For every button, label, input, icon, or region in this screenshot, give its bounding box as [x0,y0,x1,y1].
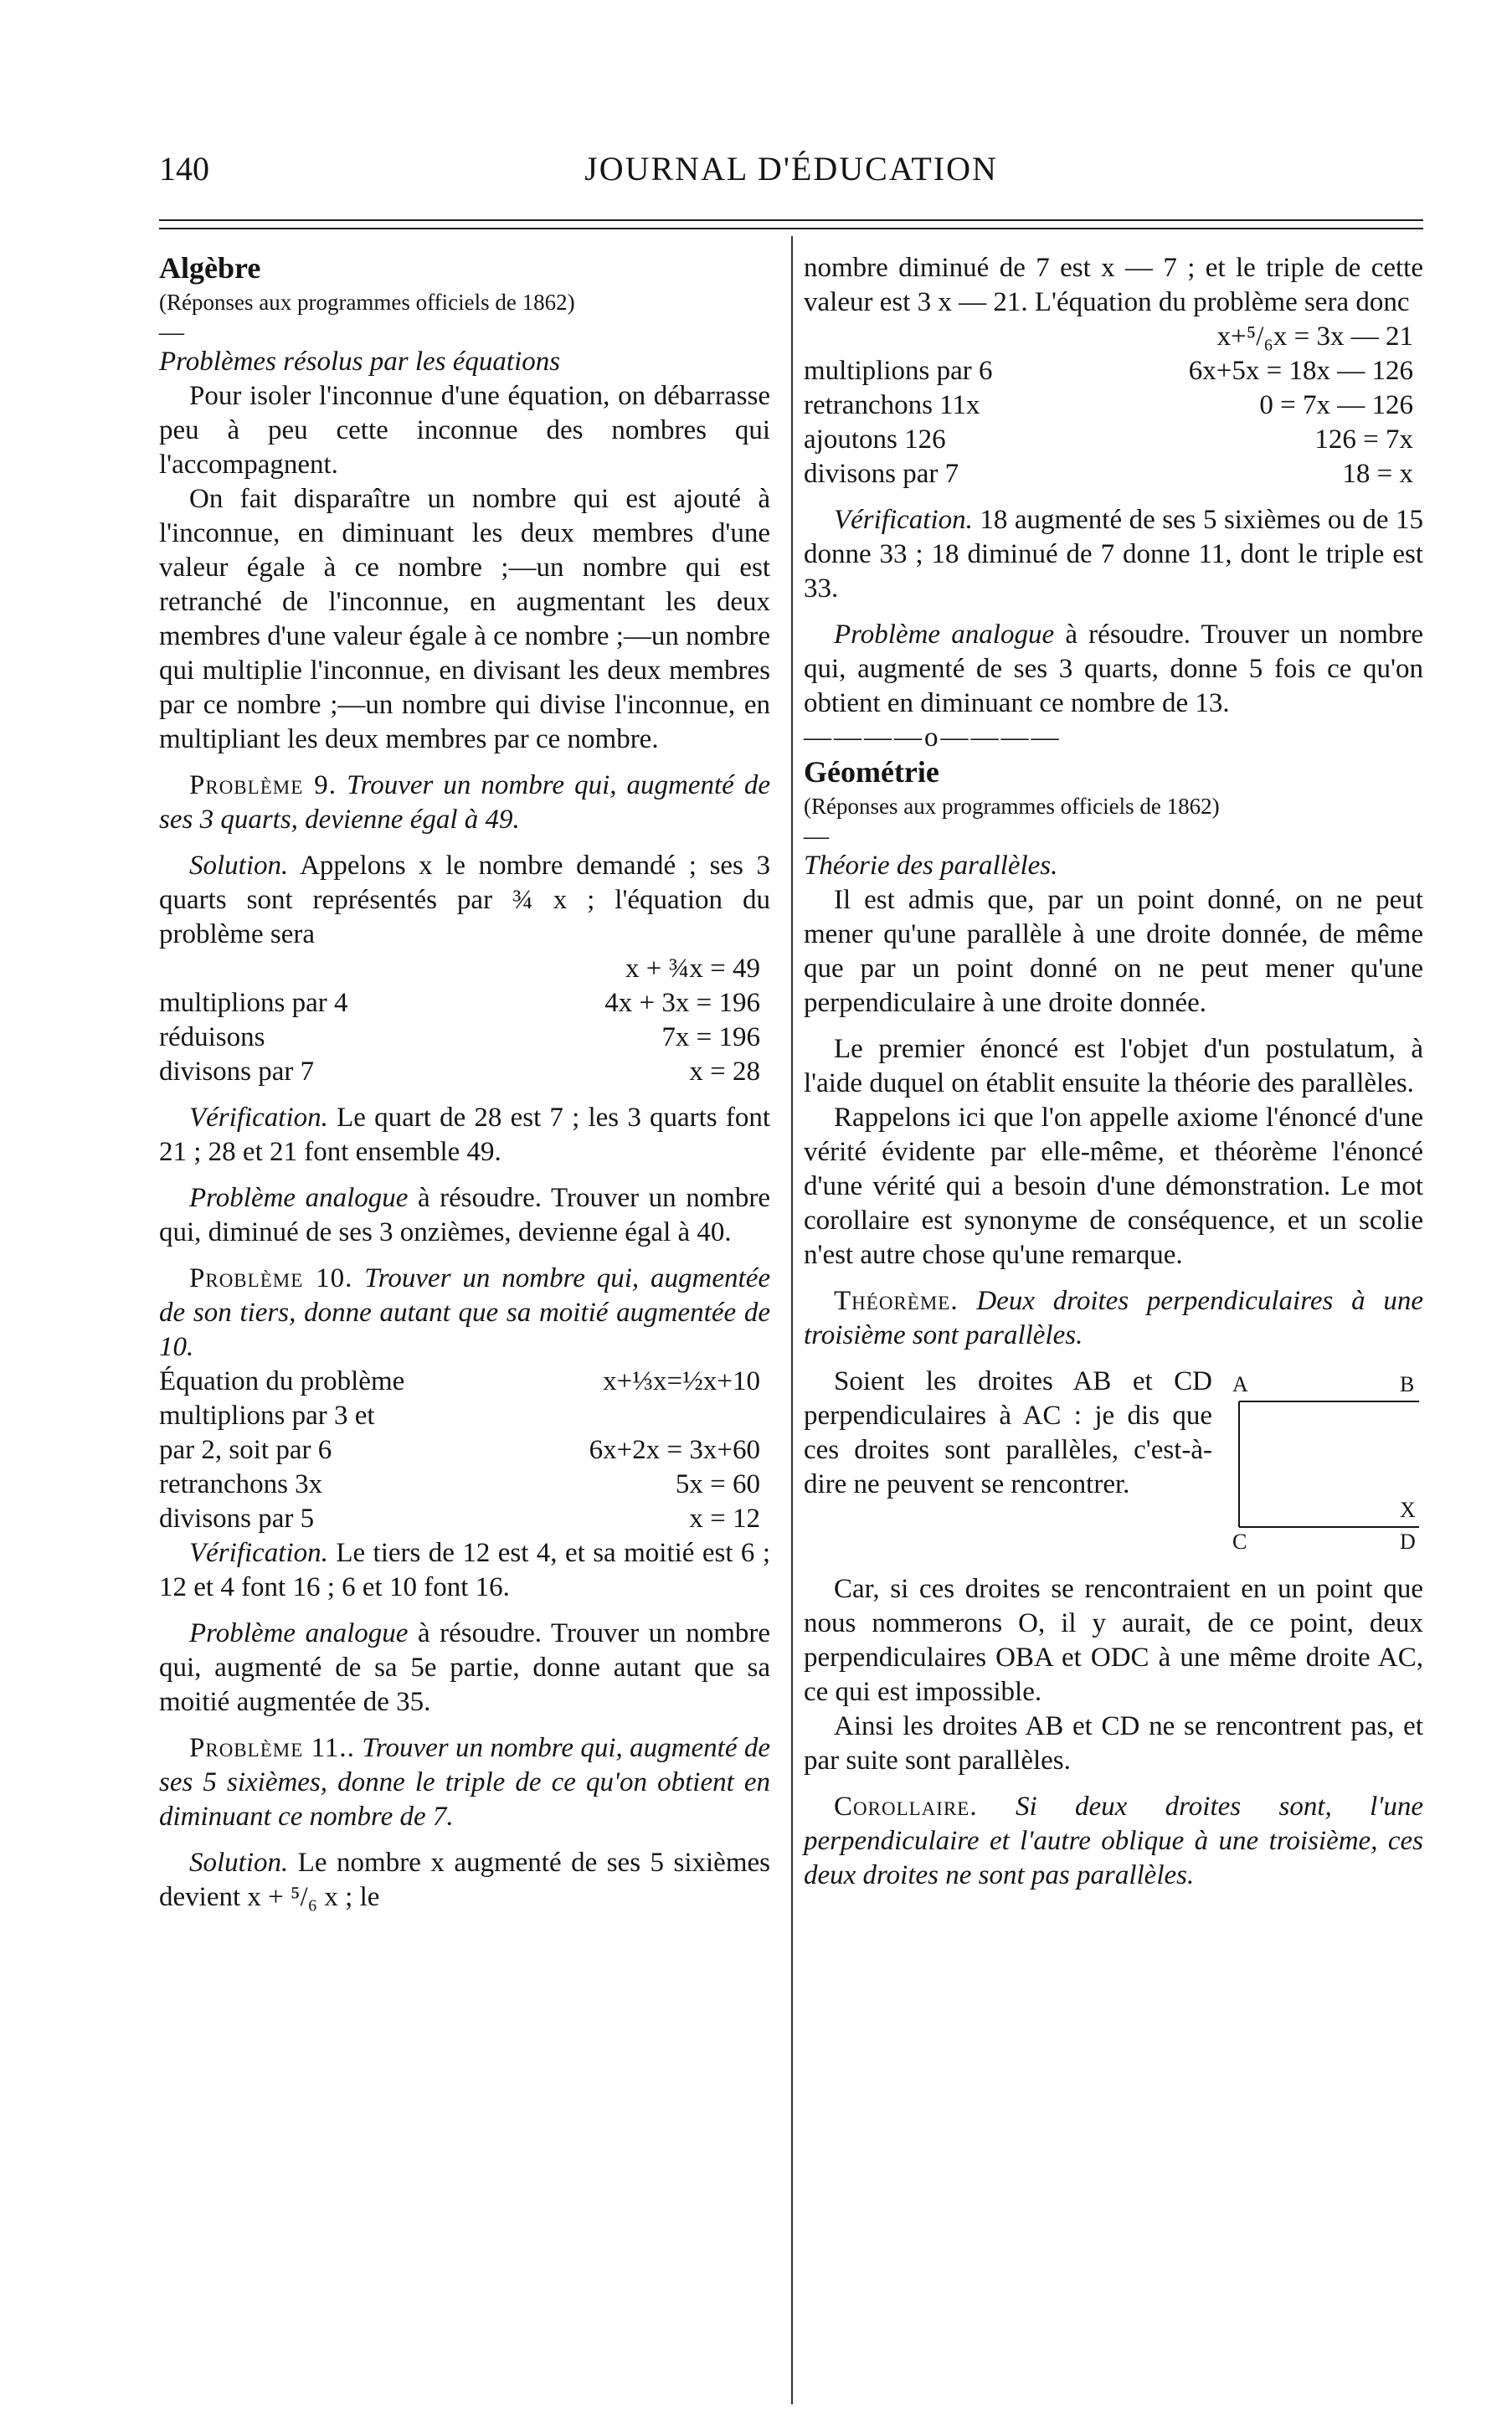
equation: 6x+2x = 3x+60 [589,1435,760,1465]
equation: 4x + 3x = 196 [604,988,760,1018]
analogous-text: à résoudre. Trouver un nombre qui, diminué de ses 3 onzièmes, devienne égal à 40. [159,1183,771,1247]
analogous-label: Problème analogue [189,1618,409,1648]
equation-label: ajoutons 126 [804,424,946,455]
running-title: JOURNAL D'ÉDUCATION [584,150,998,188]
proof-paragraph-2: Ainsi les droites AB et CD ne se rencontrent pas, et par suite sont parallèles. [804,1711,1423,1776]
equation: 126 = 7x [1314,424,1413,455]
equation: 6x+5x = 18x — 126 [1188,356,1413,386]
equation: x + ¾x = 49 [625,954,760,984]
analogous-label: Problème analogue [189,1183,409,1213]
label-a: A [1232,1372,1248,1396]
equation-label: multiplions par 3 et [159,1401,375,1431]
page-header [159,149,1423,199]
problem-9-equations [159,952,770,1089]
equation-row [804,320,1423,354]
equation-row [159,1502,770,1536]
theorem-label: Théorème. [834,1286,959,1316]
label-d: D [1400,1530,1416,1554]
equation-label: retranchons 11x [804,390,980,420]
problem-9-label: Problème 9. [189,770,337,800]
problem-9 [159,769,770,837]
analogous-problem-9 [159,1181,770,1250]
analogous-text: à résoudre. Trouver un nombre qui, augmenté de sa 5e partie, donne autant que sa moitié augmentée de 35. [159,1618,771,1717]
verification-label: Vérification. [189,1538,328,1568]
page-number: 140 [159,150,209,188]
problem-10 [159,1262,770,1365]
label-c: C [1232,1530,1247,1554]
equation: x+⅓x=½x+10 [603,1366,760,1396]
geometry-paragraph-3: Rappelons ici que l'on appelle axiome l'énoncé d'une vérité évidente par elle-même, et théorème l'énoncé d'une vérité qui a besoin d'une démonstration. Le mot corollaire est synonyme de conséquence, et un scolie n'est autre chose qu'une remarque. [804,1103,1423,1270]
equation: x = 28 [689,1057,760,1087]
problem-11 [159,1731,770,1834]
label-b: B [1400,1372,1415,1396]
equation-row [159,1365,770,1399]
theorem-statement [804,1284,1423,1353]
problem-11-label: Problème 11.. [189,1733,355,1763]
analogous-problem-10 [159,1617,770,1720]
problem-10-statement: Trouver un nombre qui, augmentée de son tiers, donne autant que sa moitié augmentée de 10. [159,1263,770,1362]
problem-9-statement: Trouver un nombre qui, augmenté de ses 3 quarts, devienne égal à 49. [159,770,770,835]
diagram-svg [1222,1368,1423,1561]
intro-paragraph-1: Pour isoler l'inconnue d'une équation, on débarrasse peu à peu cette inconnue des nombres qui l'accompagnent. [159,381,770,480]
equation [538,1399,770,1433]
verification-label: Vérification. [189,1103,328,1133]
problem-10-equations [159,1365,770,1536]
equation-label: réduisons [159,1022,265,1052]
equation-label [159,952,452,986]
geometry-subtitle: (Réponses aux programmes officiels de 1862) [804,794,1220,819]
equation: 18 = x [1342,459,1413,489]
equation: x = 12 [689,1504,760,1534]
equation-label: multiplions par 6 [804,356,993,386]
geometry-title: Géométrie [804,755,939,789]
header-rule-bottom [159,228,1423,229]
equation-row [804,457,1423,491]
equation: 0 = 7x — 126 [1259,390,1413,420]
left-column [159,251,770,1915]
equation-row [804,388,1423,423]
right-column [804,251,1423,1893]
problem-9-solution [159,849,770,952]
problem-10-verification [159,1536,770,1605]
corollary-text: Si deux droites sont, l'une perpendiculaire et l'autre oblique à une troisième, ces deux droites ne sont pas parallèles. [804,1792,1423,1890]
analogous-problem-11 [804,618,1423,721]
column-divider [791,236,793,2404]
equation: x+⁵/₆x = 3x — 21 [1216,321,1413,352]
equation-label: divisons par 5 [159,1504,315,1534]
equation-row [159,1399,770,1433]
geometry-paragraph-2: Le premier énoncé est l'objet d'un postulatum, à l'aide duquel on établit ensuite la théorie des parallèles. [804,1034,1423,1098]
problem-11-continuation: nombre diminué de 7 est x — 7 ; et le triple de cette valeur est 3 x — 21. L'équation du problème sera donc [804,253,1423,317]
equation-row [159,1433,770,1468]
solution-text: Appelons x le nombre demandé ; ses 3 quarts sont représentés par ¾ x ; l'équation du problème sera [159,851,771,949]
equation-row [804,423,1423,457]
problem-11-verification [804,503,1423,606]
section-separator: ————o———— [804,722,1062,753]
equation-label: Équation du problème [159,1366,405,1396]
equation-row [159,1021,770,1055]
equation-row [159,952,770,986]
solution-label: Solution. [189,1848,289,1878]
problem-11-solution [159,1846,770,1915]
verification-text: Le quart de 28 est 7 ; les 3 quarts font 21 ; 28 et 21 font ensemble 49. [159,1103,770,1167]
intro-paragraph-2: On fait disparaître un nombre qui est ajouté à l'inconnue, en diminuant les deux membres d'une valeur égale à ce nombre ;—un nombre qui est retranché de l'inconnue, en augmentant les deux membres d'une valeur égale à ce nombre ;—un nombre qui multiplie l'inconnue, en divisant les deux membres par ce nombre ;—un nombre qui divise l'inconnue, en multipliant les deux membres par ce nombre. [159,484,770,754]
solution-label: Solution. [189,851,289,881]
algebra-title: Algèbre [159,251,261,285]
equation-label: multiplions par 4 [159,988,348,1018]
equation-label [804,320,1101,354]
parallel-lines-diagram [1222,1368,1423,1561]
theorem-body: Soient les droites AB et CD perpendiculaires à AC : je dis que ces droites sont parallèles, c'est-à-dire ne peuvent se rencontrer. [804,1366,1212,1499]
theorem-text: Deux droites perpendiculaires à une troisième sont parallèles. [804,1286,1423,1350]
equation: 7x = 196 [661,1022,760,1052]
equation-row [159,1055,770,1089]
algebra-subtitle: (Réponses aux programmes officiels de 1862) [159,290,575,315]
equation-label: retranchons 3x [159,1469,323,1499]
verification-text: Le tiers de 12 est 4, et sa moitié est 6 ; 12 et 4 font 16 ; 6 et 10 font 16. [159,1538,770,1602]
corollary-statement [804,1790,1423,1893]
equation-row [159,986,770,1021]
solution-text: Le nombre x augmenté de ses 5 sixièmes devient x + ⁵/₆ x ; le [159,1848,770,1912]
geometry-paragraph-1: Il est admis que, par un point donné, on ne peut mener qu'une parallèle à une droite donnée, de même que par un point donné on ne peut mener qu'une perpendiculaire à une droite donnée. [804,885,1423,1018]
algebra-heading: Problèmes résolus par les équations [159,347,561,377]
problem-9-verification [159,1101,770,1170]
proof-paragraph-1: Car, si ces droites se rencontraient en un point que nous nommerons O, il y aurait, de ce point, deux perpendiculaires OBA et ODC à une même droite AC, ce qui est impossible. [804,1574,1423,1707]
equation-label: par 2, soit par 6 [159,1435,332,1465]
verification-label: Vérification. [834,505,973,535]
dash-divider: — [159,318,184,346]
equation-row [804,354,1423,388]
analogous-text: à résoudre. Trouver un nombre qui, augmenté de ses 3 quarts, donne 5 fois ce qu'on obtient en diminuant ce nombre de 13. [804,620,1424,718]
verification-text: 18 augmenté de ses 5 sixièmes ou de 15 donne 33 ; 18 diminué de 7 donne 11, dont le triple est 33. [804,505,1423,604]
equation-label: divisons par 7 [804,459,959,489]
equation-label: divisons par 7 [159,1057,315,1087]
equation: 5x = 60 [675,1469,760,1499]
header-rule-top [159,219,1423,221]
label-x: X [1400,1498,1416,1522]
analogous-label: Problème analogue [834,620,1055,650]
corollary-label: Corollaire. [834,1792,978,1822]
problem-10-label: Problème 10. [189,1263,353,1293]
geometry-heading: Théorie des parallèles. [804,851,1058,881]
problem-11-equations [804,320,1423,491]
dash-divider: — [804,822,829,850]
equation-row [159,1468,770,1502]
problem-11-statement: Trouver un nombre qui, augmenté de ses 5 sixièmes, donne le triple de ce qu'on obtient en diminuant ce nombre de 7. [159,1733,770,1832]
